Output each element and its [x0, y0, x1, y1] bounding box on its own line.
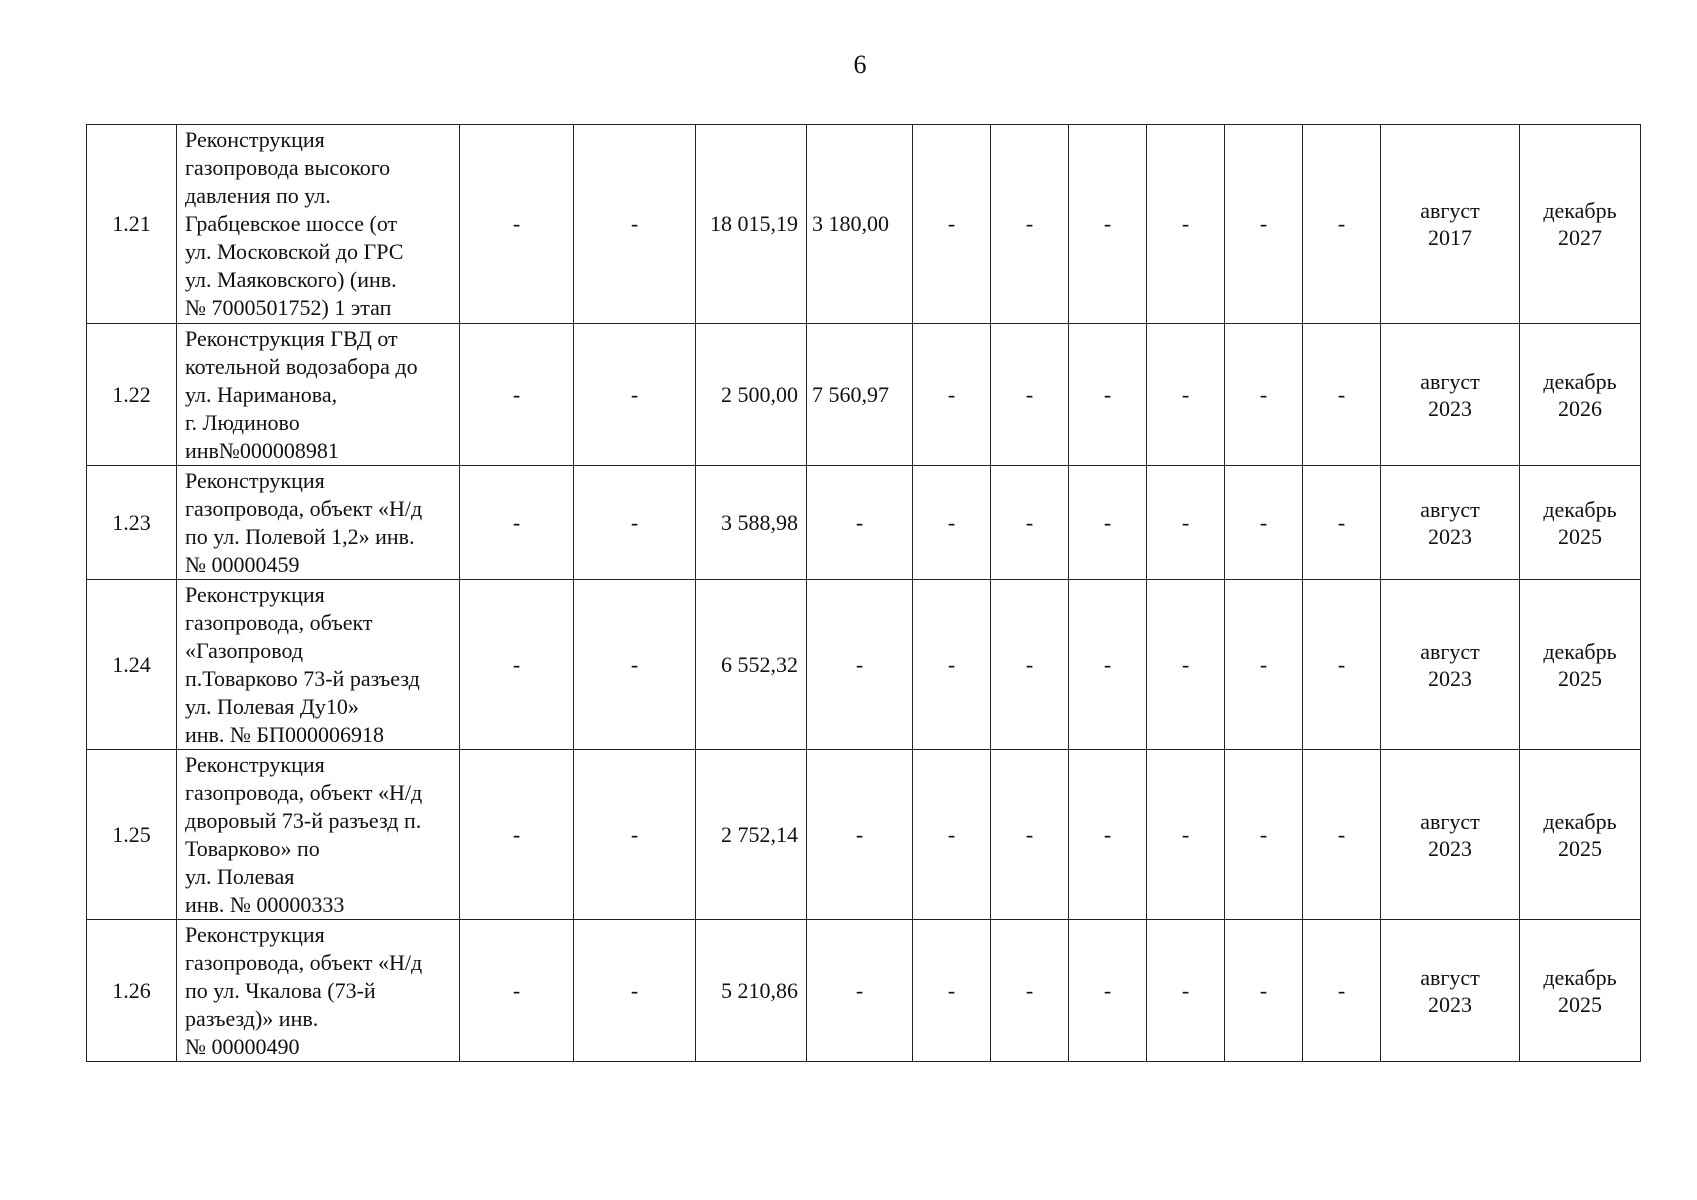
value-cell: - [1225, 125, 1303, 324]
value-cell: - [991, 920, 1069, 1062]
value-cell: - [574, 750, 696, 920]
value-cell: - [913, 125, 991, 324]
end-date: декабрь 2025 [1520, 750, 1641, 920]
value-cell: - [1303, 920, 1381, 1062]
value-cell: - [460, 466, 574, 580]
value-cell: - [991, 580, 1069, 750]
start-date: август 2023 [1381, 920, 1520, 1062]
value-cell: - [913, 466, 991, 580]
table-row [87, 324, 1641, 466]
value-cell: - [1303, 125, 1381, 324]
end-date: декабрь 2025 [1520, 920, 1641, 1062]
value-cell: - [1069, 750, 1147, 920]
value-cell: - [1303, 466, 1381, 580]
amount-cell: 2 500,00 [696, 324, 807, 466]
amount-cell: - [807, 580, 913, 750]
value-cell: - [1225, 466, 1303, 580]
table-row [87, 125, 1641, 324]
value-cell: - [1225, 750, 1303, 920]
end-date: декабрь 2025 [1520, 580, 1641, 750]
value-cell: - [574, 580, 696, 750]
value-cell: - [991, 750, 1069, 920]
end-date: декабрь 2027 [1520, 125, 1641, 324]
value-cell: - [1069, 920, 1147, 1062]
value-cell: - [1225, 920, 1303, 1062]
row-number: 1.24 [87, 580, 177, 750]
value-cell: - [913, 580, 991, 750]
table-row [87, 920, 1641, 1062]
object-description: Реконструкция газопровода, объект «Н/д по ул. Полевой 1,2» инв. № 00000459 [177, 466, 460, 580]
value-cell: - [1069, 580, 1147, 750]
object-description: Реконструкция газопровода, объект «Н/д по ул. Чкалова (73-й разъезд)» инв. № 00000490 [177, 920, 460, 1062]
value-cell: - [574, 125, 696, 324]
page-number: 6 [853, 50, 867, 79]
value-cell: - [913, 920, 991, 1062]
value-cell: - [1225, 324, 1303, 466]
amount-cell: 18 015,19 [696, 125, 807, 324]
row-number: 1.22 [87, 324, 177, 466]
end-date: декабрь 2025 [1520, 466, 1641, 580]
amount-cell: - [807, 920, 913, 1062]
amount-cell: 2 752,14 [696, 750, 807, 920]
row-number: 1.25 [87, 750, 177, 920]
value-cell: - [991, 324, 1069, 466]
row-number: 1.23 [87, 466, 177, 580]
table-row [87, 750, 1641, 920]
row-number: 1.26 [87, 920, 177, 1062]
amount-cell: 6 552,32 [696, 580, 807, 750]
value-cell: - [1069, 125, 1147, 324]
object-description: Реконструкция газопровода, объект «Газопровод п.Товарково 73-й разъезд ул. Полевая Ду10» инв. № БП000006918 [177, 580, 460, 750]
value-cell: - [1303, 324, 1381, 466]
value-cell: - [460, 125, 574, 324]
object-description: Реконструкция газопровода, объект «Н/д дворовый 73-й разъезд п. Товарково» по ул. Полевая инв. № 00000333 [177, 750, 460, 920]
object-description: Реконструкция ГВД от котельной водозабора до ул. Нариманова, г. Людиново инв№000008981 [177, 324, 460, 466]
amount-cell: - [807, 750, 913, 920]
start-date: август 2023 [1381, 466, 1520, 580]
table-row [87, 466, 1641, 580]
value-cell: - [991, 125, 1069, 324]
amount-cell: 5 210,86 [696, 920, 807, 1062]
investment-table [86, 124, 1641, 1062]
value-cell: - [1147, 580, 1225, 750]
value-cell: - [460, 750, 574, 920]
value-cell: - [460, 920, 574, 1062]
table-row [87, 580, 1641, 750]
value-cell: - [913, 750, 991, 920]
value-cell: - [460, 324, 574, 466]
end-date: декабрь 2026 [1520, 324, 1641, 466]
value-cell: - [1147, 324, 1225, 466]
amount-cell: 3 180,00 [807, 125, 913, 324]
start-date: август 2023 [1381, 750, 1520, 920]
start-date: август 2023 [1381, 324, 1520, 466]
value-cell: - [1069, 466, 1147, 580]
value-cell: - [1303, 580, 1381, 750]
amount-cell: 3 588,98 [696, 466, 807, 580]
row-number: 1.21 [87, 125, 177, 324]
value-cell: - [913, 324, 991, 466]
value-cell: - [574, 466, 696, 580]
value-cell: - [574, 324, 696, 466]
value-cell: - [1147, 466, 1225, 580]
value-cell: - [460, 580, 574, 750]
value-cell: - [1147, 920, 1225, 1062]
value-cell: - [991, 466, 1069, 580]
start-date: август 2017 [1381, 125, 1520, 324]
object-description: Реконструкция газопровода высокого давления по ул. Грабцевское шоссе (от ул. Московской до ГРС ул. Маяковского) (инв. № 7000501752) 1 этап [177, 125, 460, 324]
amount-cell: - [807, 466, 913, 580]
start-date: август 2023 [1381, 580, 1520, 750]
value-cell: - [574, 920, 696, 1062]
value-cell: - [1147, 125, 1225, 324]
value-cell: - [1069, 324, 1147, 466]
amount-cell: 7 560,97 [807, 324, 913, 466]
value-cell: - [1147, 750, 1225, 920]
value-cell: - [1303, 750, 1381, 920]
value-cell: - [1225, 580, 1303, 750]
